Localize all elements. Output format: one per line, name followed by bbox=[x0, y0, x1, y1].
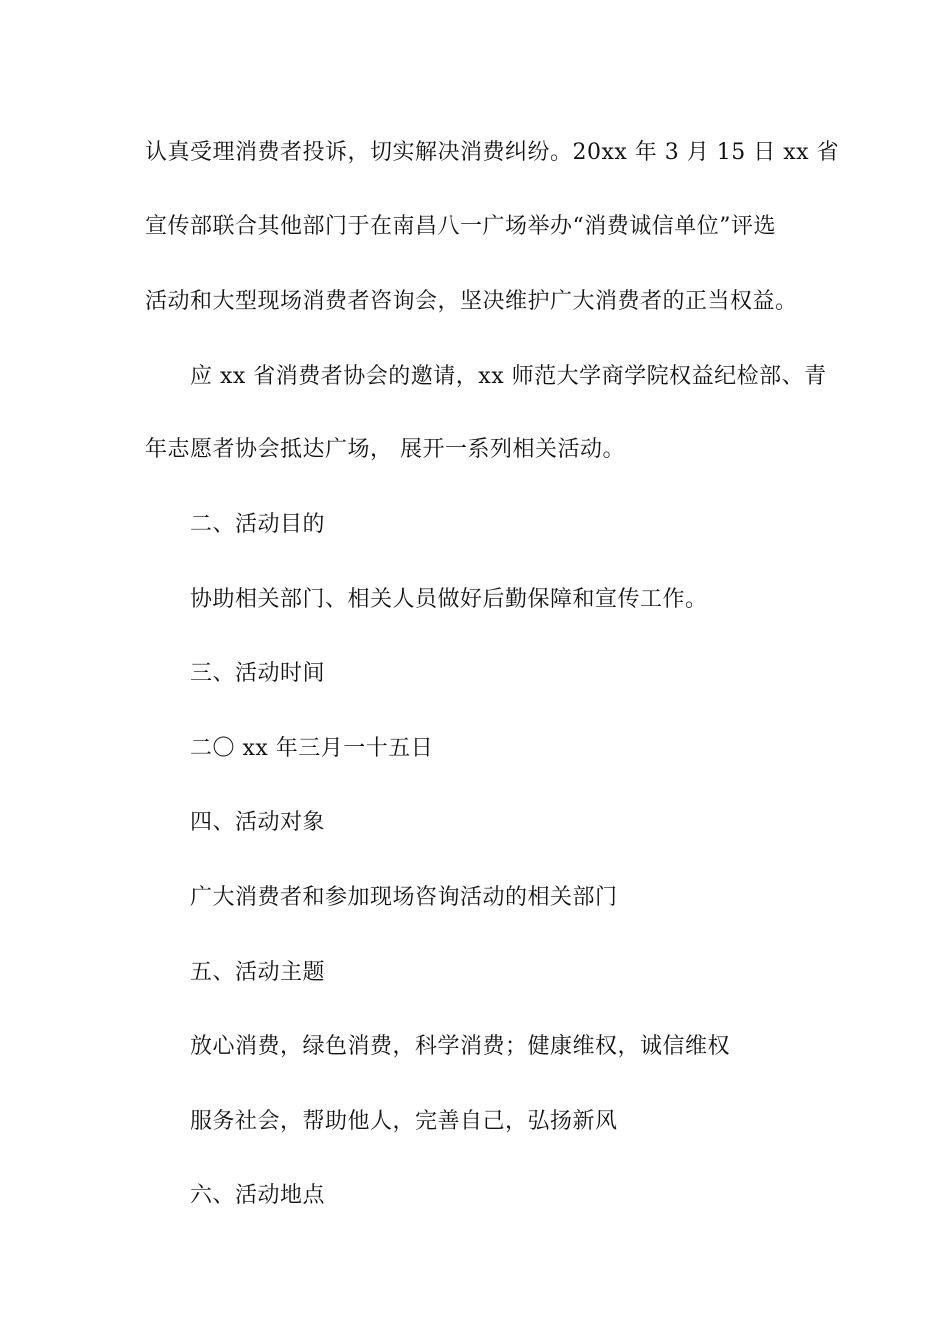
paragraph-line: 认真受理消费者投诉，切实解决消费纠纷。20xx 年 3 月 15 日 xx 省 bbox=[145, 140, 840, 165]
paragraph-line: 放心消费，绿色消费，科学消费；健康维权，诚信维权 bbox=[190, 1034, 731, 1059]
section-heading: 五、活动主题 bbox=[190, 960, 326, 985]
paragraph-line: 广大消费者和参加现场咨询活动的相关部门 bbox=[190, 885, 618, 910]
paragraph-line: 服务社会，帮助他人，完善自己，弘扬新风 bbox=[190, 1109, 618, 1134]
section-heading: 二、活动目的 bbox=[190, 512, 326, 537]
section-heading: 三、活动时间 bbox=[190, 661, 326, 686]
paragraph-line: 应 xx 省消费者协会的邀请，xx 师范大学商学院权益纪检部、青 bbox=[190, 364, 827, 389]
paragraph-line: 协助相关部门、相关人员做好后勤保障和宣传工作。 bbox=[190, 587, 708, 612]
paragraph-line: 宣传部联合其他部门于在南昌八一广场举办“消费诚信单位”评选 bbox=[145, 214, 776, 239]
paragraph-line: 二〇 xx 年三月一十五日 bbox=[190, 736, 434, 761]
section-heading: 四、活动对象 bbox=[190, 810, 326, 835]
section-heading: 六、活动地点 bbox=[190, 1183, 326, 1208]
paragraph-line: 活动和大型现场消费者咨询会，坚决维护广大消费者的正当权益。 bbox=[145, 289, 798, 314]
paragraph-line: 年志愿者协会抵达广场， 展开一系列相关活动。 bbox=[145, 437, 625, 462]
